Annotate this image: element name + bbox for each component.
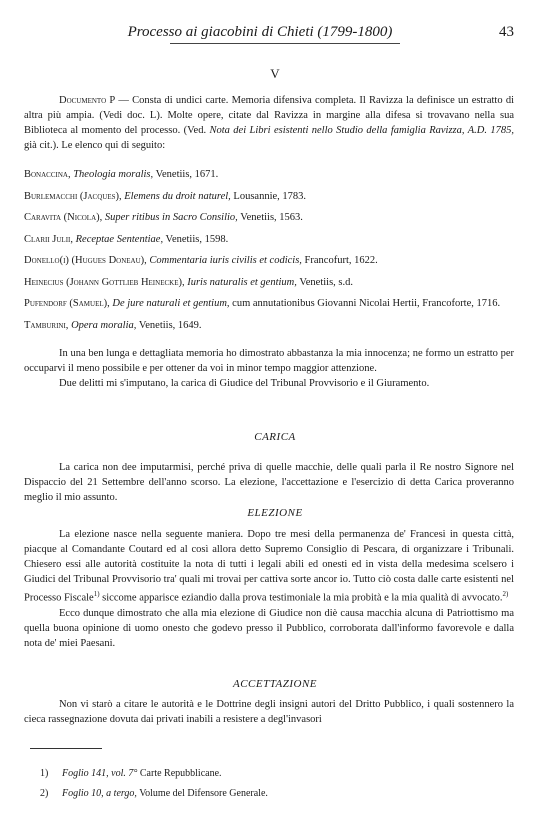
- elezione-text-b: siccome apparisce eziandio dalla prova testimoniale la mia probità e la mia qualità di avvocato.: [99, 592, 503, 604]
- entry-publication: cum annutationibus Giovanni Nicolai Hertii, Francoforte, 1716.: [229, 298, 501, 309]
- entry-author: Tamburini,: [24, 319, 69, 331]
- entry-publication: Venetiis, 1598.: [163, 233, 229, 245]
- elezione-paragraph-2: Ecco dunque dimostrato che alla mia elezione di Giudice non diè causa macchia alcuna di Patriottismo ma quella buona opinione di uomo onesto che godevo presso il Pubblico, corroborata dall'informo favorevole e dalla nota de' miei Paesani.: [24, 607, 514, 649]
- heading-carica: CARICA: [254, 431, 296, 443]
- entry-author: Heinecius (Johann Gottlieb Heinecke),: [24, 276, 185, 288]
- entry-title: Elemens du droit naturel,: [124, 190, 231, 202]
- entry-title: Commentaria iuris civilis et codicis,: [149, 255, 302, 266]
- intro-text: — Consta di undici carte. Memoria difensiva completa. Il Ravizza la definisce un estratto di altra più ampia. (Vedi doc. L). Molte opere, citate dal Ravizza in margine alla difesa si trovavano nella sua Biblioteca al momento del processo. (Ved.: [24, 95, 514, 136]
- footnote-1: [40, 768, 222, 779]
- bibliography-entry: [24, 318, 514, 333]
- heading-elezione: ELEZIONE: [247, 507, 303, 519]
- bibliography-list: [24, 167, 514, 339]
- footnote-reference: Foglio 10, a tergo,: [62, 788, 137, 799]
- bibliography-entry: [24, 232, 514, 247]
- bibliography-entry: [24, 275, 514, 290]
- footnote-reference: Foglio 141, vol. 7°: [62, 768, 138, 779]
- entry-title: Opera moralia,: [71, 319, 137, 331]
- entry-author: Pufendorf (Samuel),: [24, 298, 110, 309]
- footnote-ref-2: 2): [502, 590, 509, 598]
- entry-author: Caravita (Nicola),: [24, 212, 103, 223]
- bibliography-entry: [24, 167, 514, 182]
- bibliography-entry: [24, 253, 514, 268]
- entry-publication: Francofurt, 1622.: [301, 255, 378, 266]
- heading-accettazione: ACCETTAZIONE: [232, 678, 318, 690]
- entry-title: De jure naturali et gentium,: [112, 298, 230, 309]
- entry-publication: Venetiis, 1671.: [153, 169, 219, 180]
- bibliography-entry: [24, 296, 514, 311]
- entry-author: Donello(i) (Hugues Doneau),: [24, 255, 147, 266]
- footnote-mark: 1): [40, 768, 49, 779]
- footnote-mark: 2): [40, 788, 49, 799]
- intro-reference-title: Nota dei Libri esistenti nello Studio della famiglia Ravizza, A.D. 1785,: [209, 125, 515, 136]
- entry-author: Bonaccina,: [24, 169, 71, 180]
- carica-paragraph: La carica non dee imputarmisi, perché priva di quelle macchie, delle quali parla il Re nostro Signore nel Dispaccio del 21 Settembre dell'anno scorso. La elezione, l'accettazione e l'esercizio di detta Carica proveranno meglio il mio assunto.: [24, 462, 514, 503]
- footnote-text: Carte Repubblicane.: [137, 768, 222, 779]
- running-title: Processo ai giacobini di Chieti (1799-1800): [127, 24, 393, 40]
- footnote-separator: [30, 748, 102, 749]
- document-label: Documento P: [59, 95, 116, 106]
- elezione-section: [24, 527, 514, 651]
- memoir-paragraph-2: Due delitti mi s'imputano, la carica di Giudice del Tribunal Provvisorio e il Giuramento.: [59, 378, 430, 389]
- accettazione-paragraph: Non vi starò a citare le autorità e le Dottrine degli insigni autori del Dritto Pubblico, i quali sostennero la cieca rassegnazione dovuta dai privati inabili a resistere a degl'invasori: [24, 699, 514, 725]
- entry-publication: Venetiis, s.d.: [296, 276, 353, 288]
- footnote-text: Volume del Difensore Generale.: [136, 788, 268, 799]
- intro-paragraph: [24, 93, 514, 153]
- entry-publication: Venetiis, 1563.: [237, 212, 303, 223]
- intro-reference-tail: già cit.). Le elenco qui di seguito:: [24, 140, 166, 151]
- bibliography-entry: [24, 189, 514, 204]
- entry-title: Super ritibus in Sacro Consilio,: [104, 212, 238, 223]
- footnote-ref-1: 1): [93, 590, 100, 598]
- accettazione-section: [24, 697, 514, 727]
- elezione-paragraph-1: [24, 527, 514, 606]
- entry-title: Theologia moralis,: [73, 169, 154, 180]
- entry-title: Iuris naturalis et gentium,: [187, 276, 297, 288]
- section-numeral: V: [270, 66, 280, 81]
- title-underline: [170, 43, 400, 44]
- carica-section: [24, 460, 514, 505]
- entry-publication: Venetiis, 1649.: [136, 319, 202, 331]
- memoir-paragraph-1: In una ben lunga e dettagliata memoria ho dimostrato abbastanza la mia innocenza; ne formo un estratto per occuparvi il meno possibile e per ottener da voi in minor tempo maggior attenzione.: [24, 348, 514, 374]
- entry-publication: Lousannie, 1783.: [230, 190, 307, 202]
- memoir-intro: [24, 346, 514, 391]
- entry-title: Receptae Sententiae,: [75, 233, 164, 245]
- page-number: 43: [499, 24, 514, 40]
- entry-author: Burlemacchi (Jacques),: [24, 190, 122, 202]
- bibliography-entry: [24, 210, 514, 225]
- elezione-text-a: La elezione nasce nella seguente maniera. Dopo tre mesi della permanenza de' Francesi in questa città, piacque al Comandante Coutard ed al così allora detto Supremo Consiglio di Pescara, di organizzare i Tribunali. Chiesero essi alle autorità costituite la nota di tutti i legali abili ed onesti ed in vista della medesima scelsero i Giudici del Tribunal Provvisorio tra' quali mi trovai per cattiva sorte ancor io. Tutto ciò costa dalle carte esistenti nel Processo Fiscale: [24, 529, 514, 604]
- footnote-2: [40, 788, 268, 799]
- entry-author: Clarii Julii,: [24, 233, 73, 245]
